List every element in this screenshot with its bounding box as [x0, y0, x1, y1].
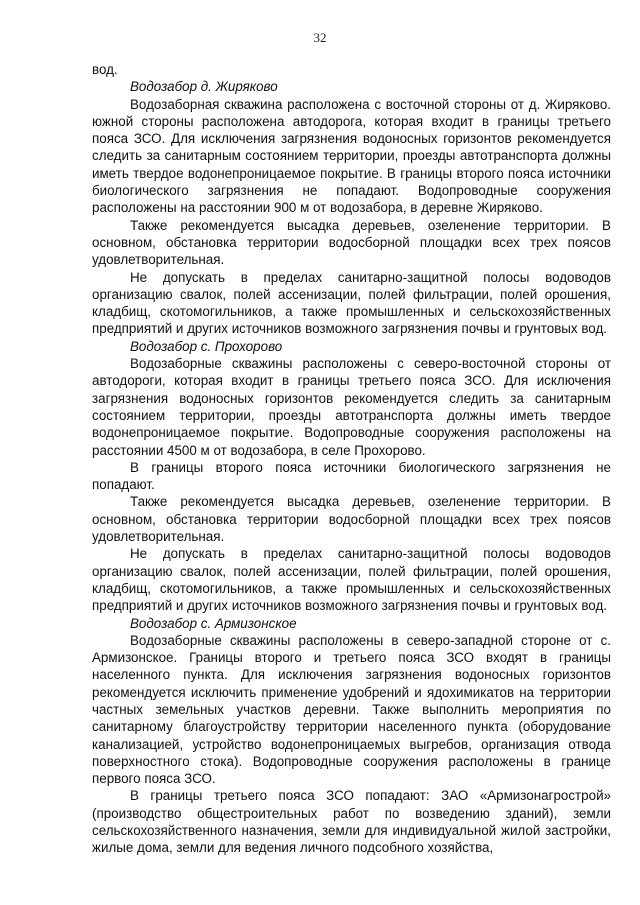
- paragraph: Водозаборная скважина расположена с восточной стороны от д. Жиряково. южной стороны расположена автодорога, которая входит в границы третьего пояса ЗСО. Для исключения загрязнения водоносных горизонтов рекомендуется следить за санитарным состоянием территории, проезды автотранспорта должны иметь твердое водонепроницаемое покрытие. В границы второго пояса источники биологического загрязнения не попадают. Водопроводные сооружения расположены на расстоянии 900 м от водозабора, в деревне Жиряково.: [92, 96, 611, 216]
- paragraph: Не допускать в пределах санитарно-защитной полосы водоводов организацию свалок, полей ассенизации, полей фильтрации, полей орошения, кладбищ, скотомогильников, а также промышленных и сельскохозяйственных предприятий и других источников возможного загрязнения почвы и грунтовых вод.: [92, 269, 611, 337]
- paragraph: Водозаборные скважины расположены с северо-восточной стороны от автодороги, которая входит в границы третьего пояса ЗСО. Для исключения загрязнения водоносных горизонтов рекомендуется следить за санитарным состоянием территории, проезды автотранспорта должны иметь твердое водонепроницаемое покрытие. Водопроводные сооружения расположены на расстоянии 4500 м от водозабора, в селе Прохорово.: [92, 356, 611, 458]
- paragraph: Также рекомендуется высадка деревьев, озеленение территории. В основном, обстановка территории водосборной площадки всех трех поясов удовлетворительная.: [92, 217, 611, 268]
- paragraph: Также рекомендуется высадка деревьев, озеленение территории. В основном, обстановка территории водосборной площадки всех трех поясов удовлетворительная.: [92, 494, 611, 545]
- section-heading: Водозабор с. Прохорово: [130, 338, 283, 354]
- paragraph: Не допускать в пределах санитарно-защитной полосы водоводов организацию свалок, полей ассенизации, полей фильтрации, полей орошения, кладбищ, скотомогильников, а также промышленных и сельскохозяйственных предприятий и других источников возможного загрязнения почвы и грунтовых вод.: [92, 546, 611, 614]
- paragraph: вод.: [92, 62, 118, 77]
- paragraph: Водозаборные скважины расположены в северо-западной стороне от с. Армизонское. Границы второго и третьего пояса ЗСО входят в границы населенного пункта. Для исключения загрязнения водоносных горизонтов рекомендуется исключить применение удобрений и ядохимикатов на территории частных земельных участков деревни. Также выполнить мероприятия по санитарному благоустройству территории населенного пункта (оборудование канализацией, устройство водонепроницаемых выгребов, организация отвода поверхностного стока). Водопроводные сооружения расположены в границе первого пояса ЗСО.: [92, 632, 611, 787]
- section-heading: Водозабор д. Жиряково: [130, 79, 278, 95]
- paragraph: В границы третьего пояса ЗСО попадают: ЗАО «Армизонагрострой» (производство общестроительных работ по возведению зданий), земли сельскохозяйственного назначения, земли для индивидуальной жилой застройки, жилые дома, земли для ведения личного подсобного хозяйства,: [92, 788, 611, 856]
- document-body: [92, 61, 611, 857]
- section-heading: Водозабор с. Армизонское: [130, 615, 297, 631]
- paragraph: В границы второго пояса источники биологического загрязнения не попадают.: [92, 459, 611, 493]
- page-number: 32: [313, 30, 327, 45]
